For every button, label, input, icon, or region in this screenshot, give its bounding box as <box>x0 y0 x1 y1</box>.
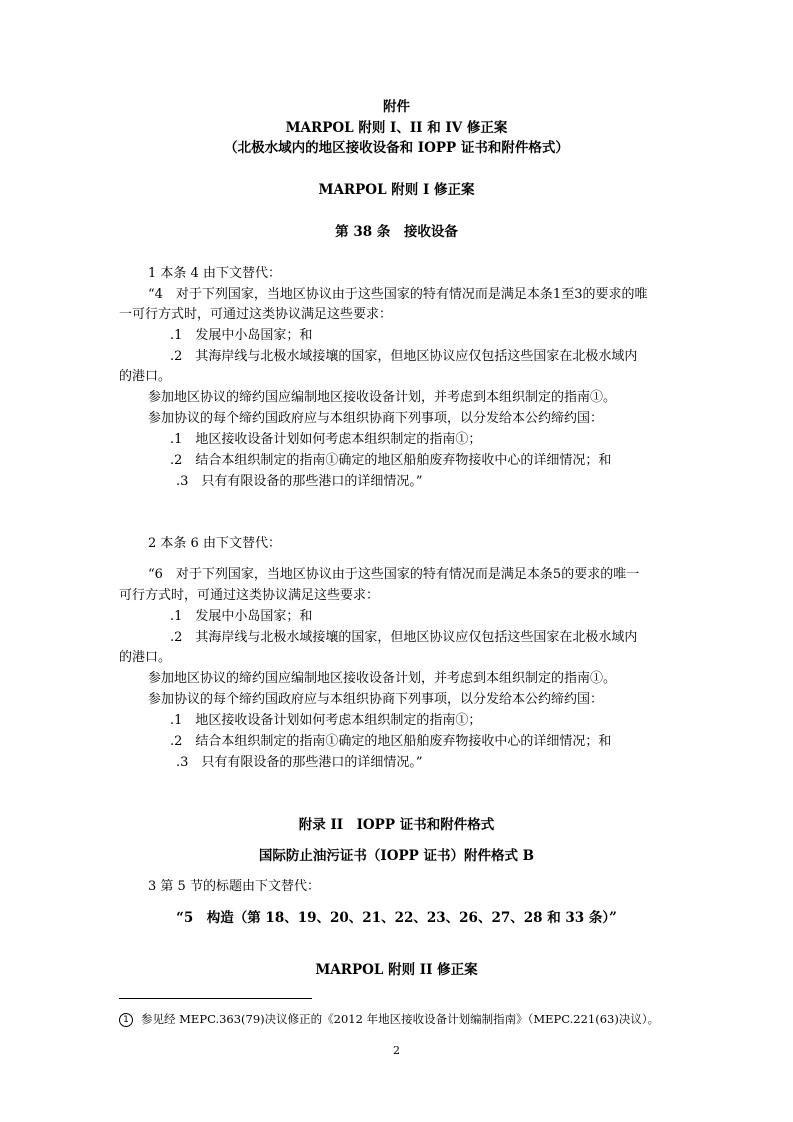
footnote-text: 参见经 MEPC.363(79)决议修正的《2012 年地区接收设备计划编制指南》（MEPC.221(63)决议）。 <box>141 1012 660 1026</box>
form-b-heading: 国际防止油污证书（IOPP 证书）附件格式 B <box>258 848 535 864</box>
footnote <box>119 1012 659 1027</box>
appendix-2-heading: 附录 II IOPP 证书和附件格式 <box>298 817 495 833</box>
amendment-1-plan-paragraph: 参加地区协议的缔约国应编制地区接收设备计划，并考虑到本组织制定的指南①。 <box>148 390 617 405</box>
amendment-2-consult-paragraph: 参加协议的每个缔约国政府应与本组织协商下列事项，以分发给本公约缔约国： <box>148 692 604 707</box>
amendment-2-item-2-line1: .2 其海岸线与北极水域接壤的国家，但地区协议应仅包括这些国家在北极水域内 <box>170 630 638 645</box>
amendment-1-intro: 1 本条 4 由下文替代： <box>148 266 281 281</box>
amendment-3-intro: 3 第 5 节的标题由下文替代： <box>148 879 320 894</box>
footnote-separator <box>119 998 312 999</box>
regulation-38-heading: 第 38 条 接收设备 <box>335 224 458 240</box>
amendment-2-intro: 2 本条 6 由下文替代： <box>148 536 281 551</box>
annex-label: 附件 <box>383 99 410 115</box>
amendment-2-item-2-line2: 的港口。 <box>119 650 172 665</box>
annex2-heading: MARPOL 附则 II 修正案 <box>315 962 478 978</box>
amendment-2-consult-item-2: .2 结合本组织制定的指南①确定的地区船舶废弃物接收中心的详细情况；和 <box>170 734 612 749</box>
amendment-2-plan-paragraph: 参加地区协议的缔约国应编制地区接收设备计划，并考虑到本组织制定的指南①。 <box>148 671 617 686</box>
amendment-1-para-4-line2: 一可行方式时，可通过这类协议满足这些要求： <box>119 307 393 322</box>
amendment-1-consult-item-3: .3 只有有限设备的那些港口的详细情况。” <box>176 474 423 489</box>
section-5-new-title: “5 构造（第 18、19、20、21、22、23、26、27、28 和 33 条）” <box>176 910 617 926</box>
document-title: MARPOL 附则 I、II 和 IV 修正案 <box>285 120 508 136</box>
amendment-2-consult-item-3: .3 只有有限设备的那些港口的详细情况。” <box>176 755 423 770</box>
page-number: 2 <box>393 1044 400 1057</box>
amendment-2-para-6-line1: “6 对于下列国家，当地区协议由于这些国家的特有情况而是满足本条5的要求的唯一 <box>148 567 640 582</box>
amendment-1-item-1: .1 发展中小岛国家；和 <box>170 328 313 343</box>
amendment-1-consult-paragraph: 参加协议的每个缔约国政府应与本组织协商下列事项，以分发给本公约缔约国： <box>148 411 604 426</box>
amendment-2-consult-item-1: .1 地区接收设备计划如何考虑本组织制定的指南①； <box>170 713 482 728</box>
annex1-heading: MARPOL 附则 I 修正案 <box>318 182 475 198</box>
amendment-1-consult-item-2: .2 结合本组织制定的指南①确定的地区船舶废弃物接收中心的详细情况；和 <box>170 453 612 468</box>
amendment-1-item-2-line1: .2 其海岸线与北极水域接壤的国家，但地区协议应仅包括这些国家在北极水域内 <box>170 349 638 364</box>
amendment-2-para-6-line2: 可行方式时，可通过这类协议满足这些要求： <box>119 588 380 603</box>
footnote-marker: 1 <box>119 1013 133 1027</box>
amendment-1-consult-item-1: .1 地区接收设备计划如何考虑本组织制定的指南①； <box>170 432 482 447</box>
document-subtitle: （北极水域内的地区接收设备和 IOPP 证书和附件格式） <box>224 140 569 156</box>
amendment-1-item-2-line2: 的港口。 <box>119 369 172 384</box>
amendment-1-para-4-line1: “4 对于下列国家，当地区协议由于这些国家的特有情况而是满足本条1至3的要求的唯 <box>148 287 648 302</box>
amendment-2-item-1: .1 发展中小岛国家；和 <box>170 609 313 624</box>
